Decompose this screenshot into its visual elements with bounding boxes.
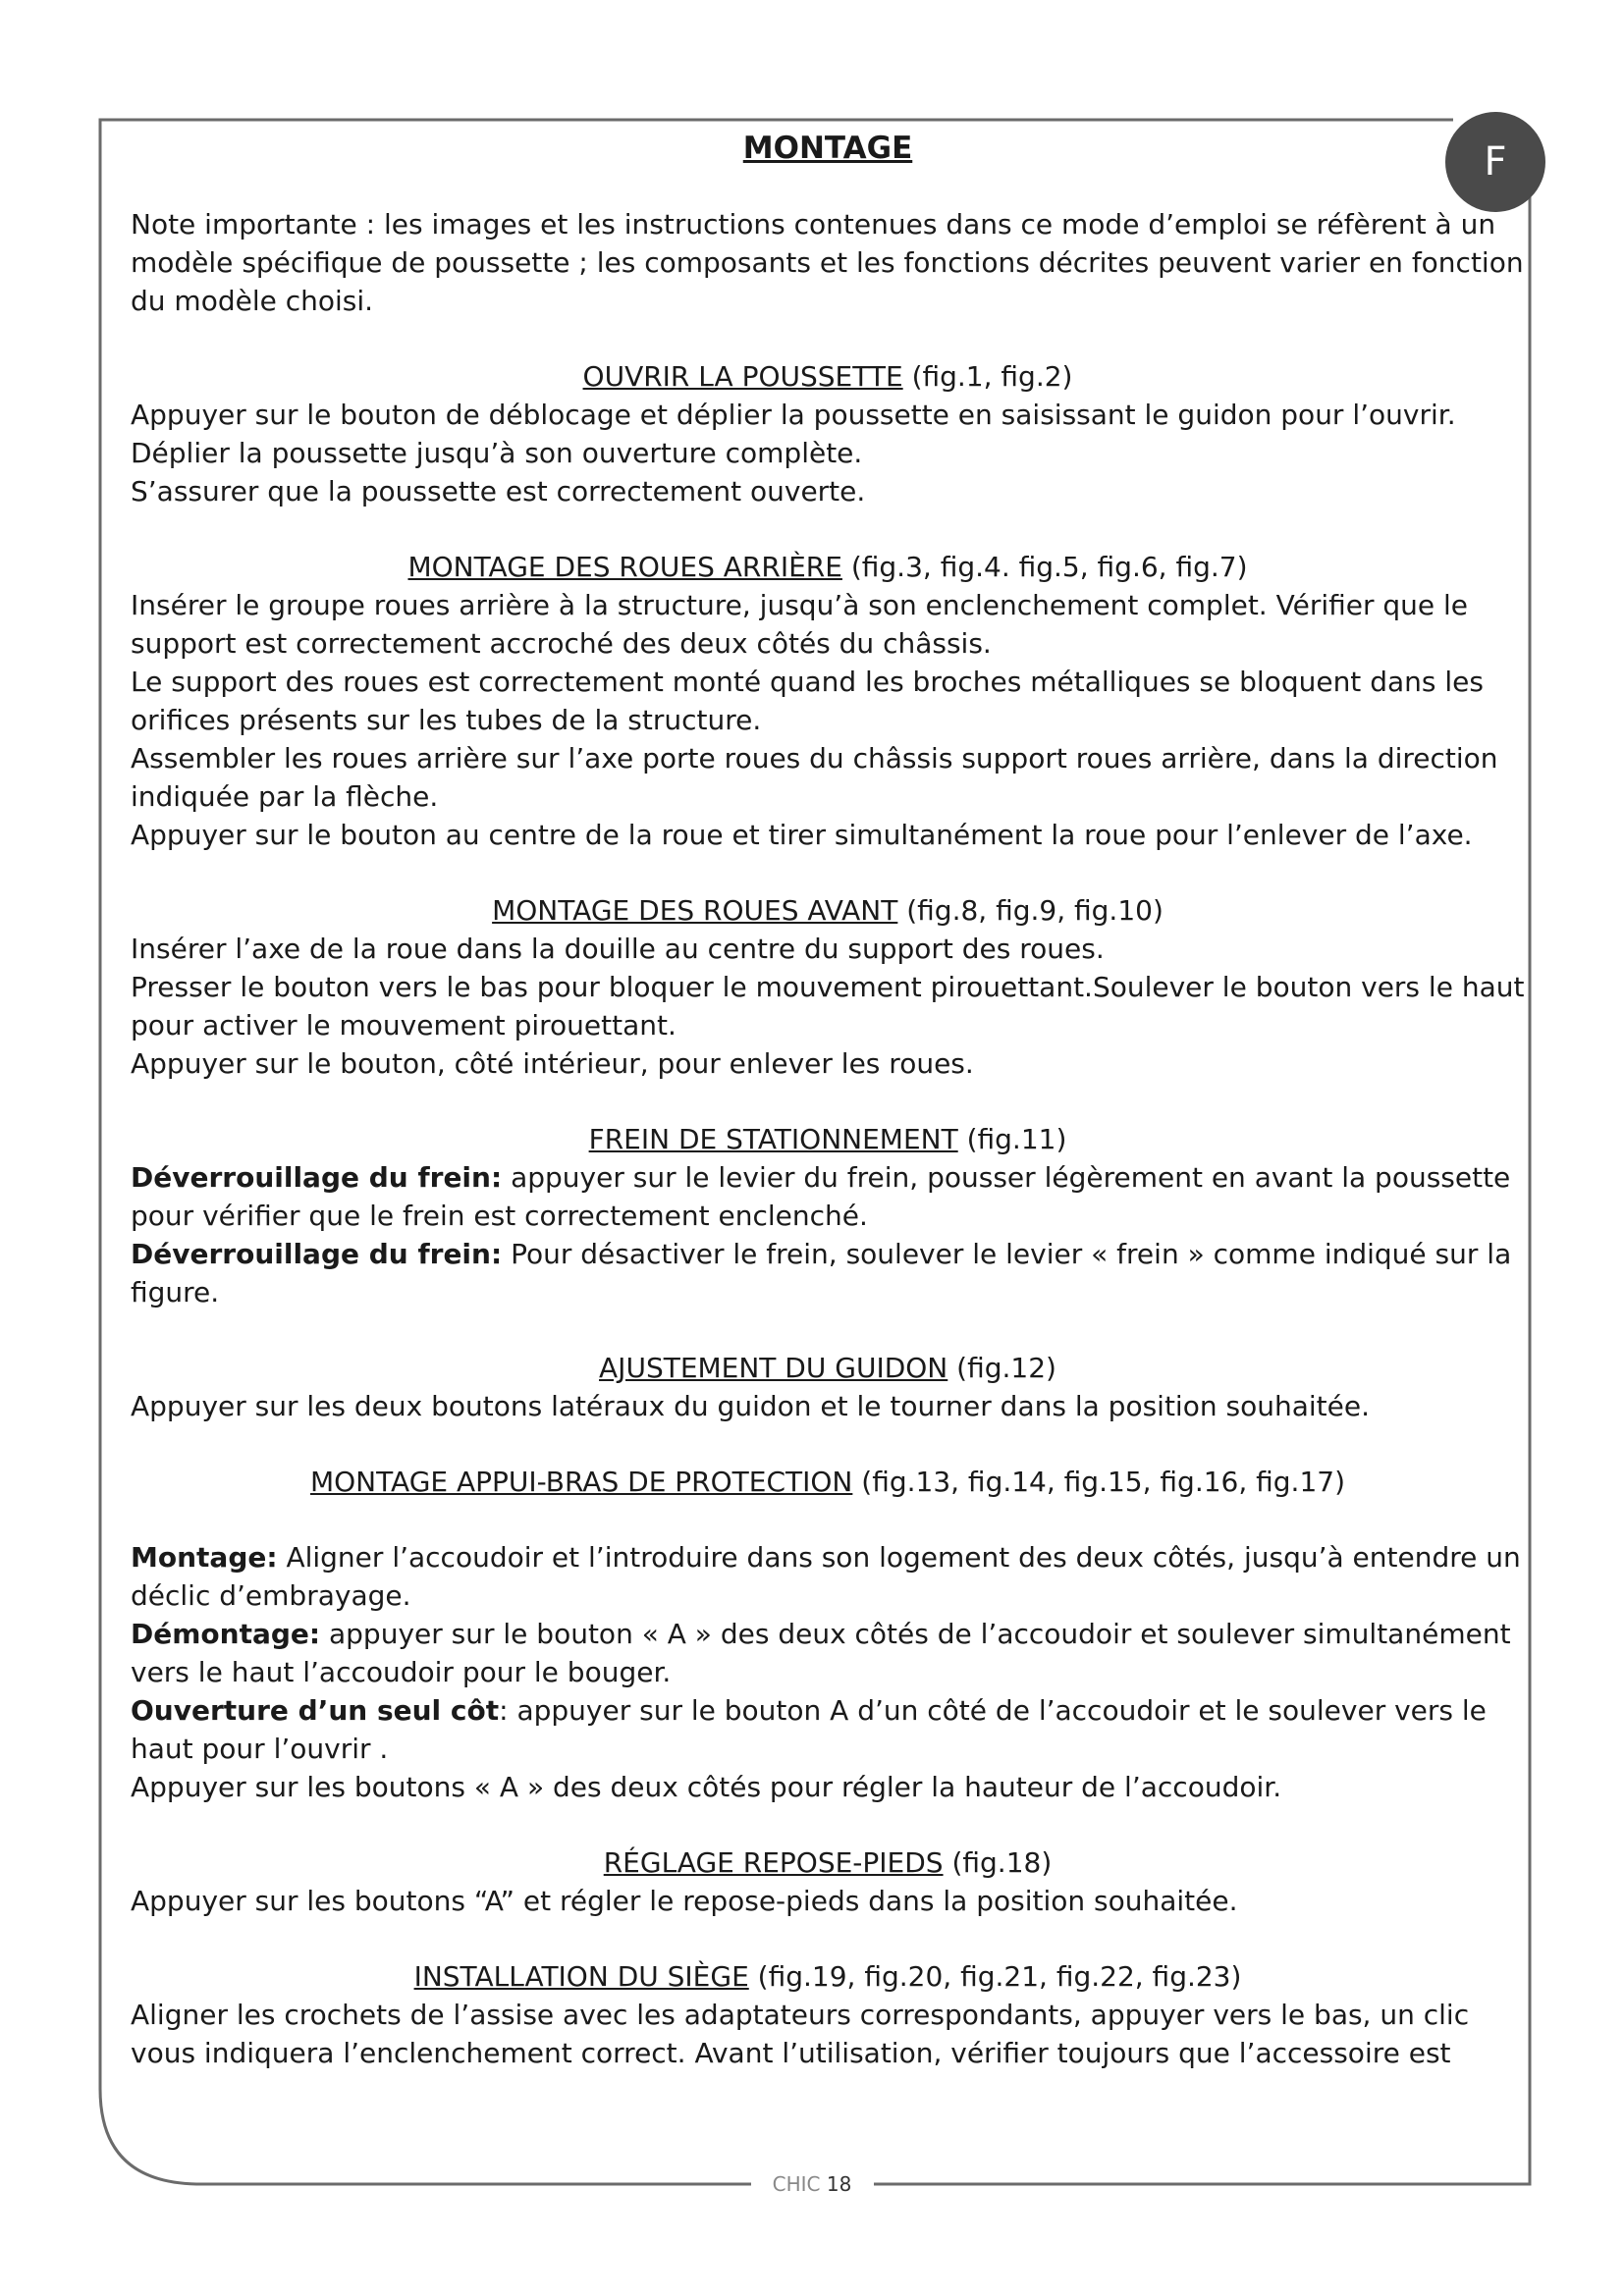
paragraph [131,1538,1525,1615]
paragraph: Déplier la poussette jusqu’à son ouverture complète. [131,437,863,469]
heading-text: RÉGLAGE REPOSE-PIEDS [603,1846,944,1879]
paragraph [131,1158,1525,1235]
paragraph: Appuyer sur le bouton au centre de la roue et tirer simultanément la roue pour l’enlever de l’axe. [131,819,1473,851]
section-heading-appui-bras [131,1463,1525,1501]
heading-text: MONTAGE DES ROUES AVANT [492,894,898,927]
section-heading-guidon [131,1349,1525,1387]
bold-label: Ouverture d’un seul côt [131,1694,500,1727]
heading-text: FREIN DE STATIONNEMENT [588,1123,958,1155]
section-heading-siege [131,1957,1525,1996]
paragraph [131,1615,1525,1691]
paragraph: Insérer le groupe roues arrière à la structure, jusqu’à son enclenchement complet. Vérifier que le support est correctement accroché des deux côtés du châssis. [131,589,1469,660]
document-body [131,130,1525,2072]
paragraph-text: : appuyer sur le bouton A d’un côté de l’accoudoir et le soulever vers le haut pour l’ouvrir . [131,1694,1487,1765]
figure-refs: (fig.13, fig.14, fig.15, fig.16, fig.17) [861,1466,1346,1498]
paragraph-text: Pour désactiver le frein, soulever le levier « frein » comme indiqué sur la figure. [131,1238,1512,1308]
paragraph-text: appuyer sur le bouton « A » des deux côtés de l’accoudoir et soulever simultanément vers le haut l’accoudoir pour le bouger. [131,1618,1511,1688]
paragraph-text: Aligner l’accoudoir et l’introduire dans son logement des deux côtés, jusqu’à entendre un déclic d’embrayage. [131,1541,1521,1612]
footer-brand: CHIC [772,2172,821,2196]
section-heading-frein [131,1120,1525,1158]
paragraph: Appuyer sur les boutons “A” et régler le repose-pieds dans la position souhaitée. [131,1885,1238,1917]
figure-refs: (fig.18) [951,1846,1053,1879]
heading-text: MONTAGE APPUI-BRAS DE PROTECTION [309,1466,853,1498]
bold-label: Démontage: [131,1618,321,1650]
paragraph: Insérer l’axe de la roue dans la douille au centre du support des roues. [131,933,1105,965]
page-title: MONTAGE [742,131,913,166]
bold-label: Déverrouillage du frein: [131,1161,503,1194]
figure-refs: (fig.8, fig.9, fig.10) [906,894,1164,927]
language-badge: F [1445,112,1545,212]
paragraph: Assembler les roues arrière sur l’axe porte roues du châssis support roues arrière, dans la direction indiquée par la flèche. [131,742,1498,813]
paragraph [131,1691,1525,1768]
section-heading-ouvrir [131,357,1525,396]
section-heading-roues-avant [131,891,1525,930]
figure-refs: (fig.3, fig.4. fig.5, fig.6, fig.7) [850,551,1248,583]
section-heading-roues-arriere [131,548,1525,586]
heading-text: OUVRIR LA POUSSETTE [582,360,903,393]
figure-refs: (fig.19, fig.20, fig.21, fig.22, fig.23) [757,1960,1242,1993]
paragraph: Appuyer sur les boutons « A » des deux côtés pour régler la hauteur de l’accoudoir. [131,1771,1282,1803]
page-footer [0,2172,1624,2196]
note-paragraph: Note importante : les images et les instructions contenues dans ce mode d’emploi se réfèrent à un modèle spécifique de poussette ; les composants et les fonctions décrites peuvent varier en fonction du modèle choisi. [131,208,1524,317]
paragraph: S’assurer que la poussette est correctement ouverte. [131,475,866,507]
paragraph: Appuyer sur les deux boutons latéraux du guidon et le tourner dans la position souhaitée. [131,1390,1370,1422]
paragraph-text: appuyer sur le levier du frein, pousser légèrement en avant la poussette pour vérifier que le frein est correctement enclenché. [131,1161,1511,1232]
figure-refs: (fig.12) [956,1352,1056,1384]
figure-refs: (fig.1, fig.2) [911,360,1073,393]
bold-label: Montage: [131,1541,278,1574]
heading-text: INSTALLATION DU SIÈGE [413,1960,749,1993]
page-number: 18 [826,2172,852,2196]
section-heading-repose-pieds [131,1843,1525,1882]
paragraph: Appuyer sur le bouton de déblocage et déplier la poussette en saisissant le guidon pour l’ouvrir. [131,399,1456,431]
heading-text: MONTAGE DES ROUES ARRIÈRE [407,551,842,583]
figure-refs: (fig.11) [966,1123,1067,1155]
paragraph: Presser le bouton vers le bas pour bloquer le mouvement pirouettant.Soulever le bouton vers le haut pour activer le mouvement pirouettant. [131,971,1525,1041]
paragraph: Aligner les crochets de l’assise avec les adaptateurs correspondants, appuyer vers le bas, un clic vous indiquera l’enclenchement correct. Avant l’utilisation, vérifier toujours que l’accessoire est [131,1999,1470,2069]
heading-text: AJUSTEMENT DU GUIDON [599,1352,948,1384]
paragraph: Le support des roues est correctement monté quand les broches métalliques se bloquent dans les orifices présents sur les tubes de la structure. [131,666,1484,736]
paragraph: Appuyer sur le bouton, côté intérieur, pour enlever les roues. [131,1047,974,1080]
paragraph [131,1235,1525,1311]
bold-label: Déverrouillage du frein: [131,1238,503,1270]
